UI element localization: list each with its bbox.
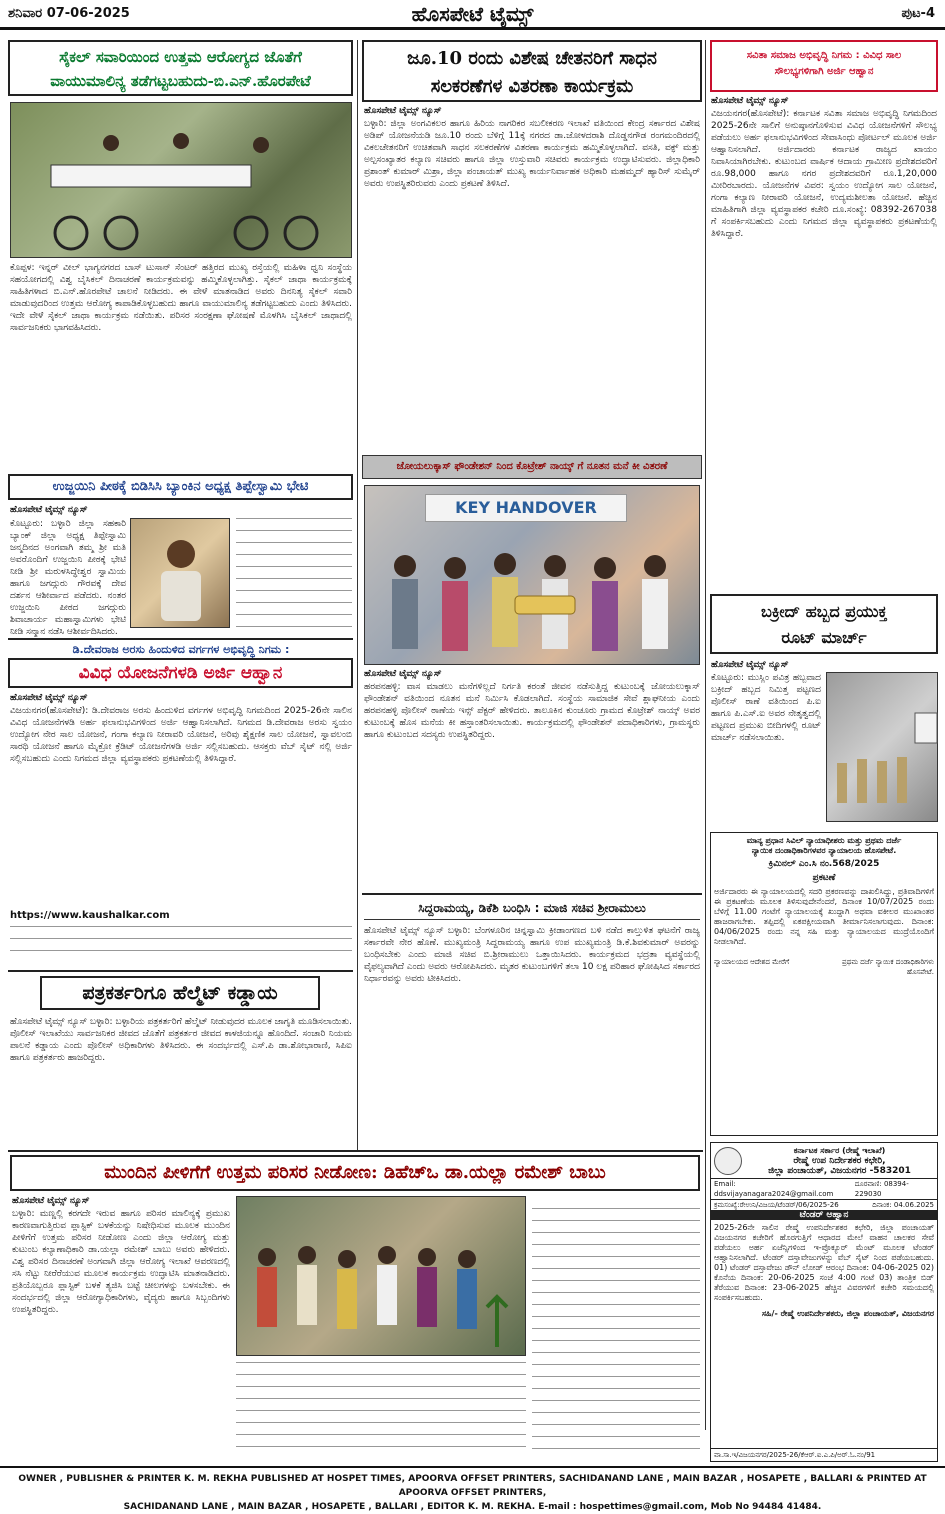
section-rule <box>8 1150 703 1152</box>
imprint-line-1: OWNER , PUBLISHER & PRINTER K. M. REKHA PUBLISHED AT HOSPET TIMES, APOORVA OFFSET PRINTERS, SACHIDANAND LANE , MAIN BAZAR , HOSAPETE , BALLARI & PRINTED AT APOORVA OFFSET PRINTERS, <box>18 1474 927 1498</box>
junetenth-byline: ಹೊಸಪೇಟೆ ಟೈಮ್ಸ್ ನ್ಯೂಸ್ <box>364 106 442 116</box>
tender-phone: ದೂರವಾಣಿ: 08394-229030 <box>854 1180 909 1198</box>
bakrid-headline-1: ಬಕ್ರೀದ್ ಹಬ್ಬದ ಪ್ರಯುಕ್ತ <box>760 602 888 621</box>
ujjaini-photo <box>130 518 230 628</box>
joyalukkas-headline: ಜೋಯಲುಕ್ಕಾಸ್ ಫೌಂಡೇಶನ್ ನಿಂದ ಕೊಟ್ರೇಶ್ ನಾಯ್ಕ್ ಗೆ ನೂತನ ಮನೆ ಕೀ ವಿತರಣೆ <box>362 455 702 479</box>
cycle-headline-1: ಸೈಕಲ್ ಸವಾರಿಯಿಂದ ಉತ್ತಮ ಆರೋಗ್ಯದ ಜೊತೆಗೆ <box>59 48 302 66</box>
siddaramaiah-headline: ಸಿದ್ದರಾಮಯ್ಯ, ಡಿಕೆಶಿ ಬಂಧಿಸಿ : ಮಾಜಿ ಸಚಿವ ಶ್ರೀರಾಮುಲು <box>364 898 700 920</box>
environment-day-photo <box>236 1196 526 1356</box>
issue-date: ಶನಿವಾರ 07-06-2025 <box>8 6 130 21</box>
court-notice-title-1: ಮಾನ್ಯ ಪ್ರಧಾನ ಸಿವಿಲ್ ನ್ಯಾಯಾಧೀಶರು ಮತ್ತು ಪ್ರಥಮ ದರ್ಜೆ <box>746 836 902 845</box>
savita-headline-box <box>710 40 938 92</box>
savita-byline: ಹೊಸಪೇಟೆ ಟೈಮ್ಸ್ ನ್ಯೂಸ್ <box>711 96 789 106</box>
devaraj-headline: ವಿವಿಧ ಯೋಜನೆಗಳಡಿ ಅರ್ಜಿ ಆಹ್ವಾನ <box>8 658 353 688</box>
group-people-illustration <box>365 486 701 666</box>
tender-body: 2025-26ನೇ ಸಾಲಿನ ರೇಷ್ಮೆ ಉಪನಿರ್ದೇಶಕರ ಕಛೇರಿ, ಜಿಲ್ಲಾ ಪಂಚಾಯತ್ ವಿಜಯನಗರ ಕಚೇರಿಗೆ ಹೊರಗುತ್ತಿಗೆ ಆಧಾರದ ಮೇಲೆ ವಾಹನ ಚಾಲಕರ ಸೇವೆ ಪಡೆಯಲು ಅರ್ಹ ಏಜೆನ್ಸಿಗಳಿಂದ ಇ-ಪ್ರೊಕ್ಯೂರ್ ಮೆಂಟ್ ಮೂಲಕ ಟೆಂಡರ್ ಆಹ್ವಾನಿಸಲಾಗಿದೆ. ಟೆಂಡರ್ ದಸ್ತಾವೇಜುಗಳನ್ನು ವೆಬ್ ಸೈಟ್ ನಿಂದ ಪಡೆಯಬಹುದು. 01) ಟೆಂಡರ್ ದಸ್ತಾವೇಜು ಡೌನ್ ಲೋಡ್ ಆರಂಭ ದಿನಾಂಕ: 04-06-2025 02) ಕೊನೆಯ ದಿನಾಂಕ: 20-06-2025 ಸಂಜೆ 4:00 ಗಂಟೆ 03) ತಾಂತ್ರಿಕ ಬಿಡ್ ತೆರೆಯುವ ದಿನಾಂಕ: 23-06-2025 ಹೆಚ್ಚಿನ ವಿವರಗಳಿಗೆ ಕಚೇರಿ ಸಮಯದಲ್ಲಿ ಸಂಪರ್ಕಿಸಬಹುದು. <box>714 1223 934 1302</box>
dho-body-continued <box>236 1362 526 1458</box>
helmet-body: ಹೊಸಪೇಟೆ ಟೈಮ್ಸ್ ನ್ಯೂಸ್ ಬಳ್ಳಾರಿ: ಬಳ್ಳಾರಿಯ ಪತ್ರಕರ್ತರಿಗೆ ಹೆಲ್ಮೆಟ್ ನೀಡುವುದರ ಮೂಲಕ ಜಾಗೃತಿ ಮೂಡಿಸಲಾಯಿತು. ಪೊಲೀಸ್ ಇಲಾಖೆಯು ಸಾರ್ವಜನಿಕರ ಜೀವದ ಜೊತೆಗೆ ಪತ್ರಕರ್ತರ ಜೀವದ ಕಾಳಜಿಯನ್ನೂ ಹೊಂದಿದೆ. ಸಂಚಾರಿ ನಿಯಮ ಪಾಲನೆ ಕಡ್ಡಾಯ ಎಂದು ಪೊಲೀಸ್ ಅಧಿಕಾರಿಗಳು ತಿಳಿಸಿದರು. ಈ ಸಂದರ್ಭದಲ್ಲಿ ಎಸ್.ಪಿ ಡಾ.ಶೋಭಾರಾಣಿ, ಸಿಪಿಐ ಹಾಗೂ ಪತ್ರಕರ್ತರು ಹಾಜರಿದ್ದರು. <box>10 1017 352 1063</box>
savita-body: ವಿಜಯನಗರ(ಹೊಸಪೇಟೆ): ಕರ್ನಾಟಕ ಸವಿತಾ ಸಮಾಜ ಅಭಿವೃದ್ಧಿ ನಿಗಮದಿಂದ 2025-26ನೇ ಸಾಲಿಗೆ ಅನುಷ್ಠಾನಗೊಳಿಸುವ ವಿವಿಧ ಯೋಜನೆಗಳಿಗೆ ಸೌಲಭ್ಯ ಪಡೆಯಲು ಅರ್ಹ ಫಲಾನುಭವಿಗಳಿಂದ ಸೇವಾಸಿಂಧು ಪೋರ್ಟಲ್ ಮೂಲಕ ಅರ್ಜಿ ಆಹ್ವಾನಿಸಲಾಗಿದೆ. ಅರ್ಜಿದಾರರು ಕರ್ನಾಟಕ ರಾಜ್ಯದ ಖಾಯಂ ನಿವಾಸಿಯಾಗಿರಬೇಕು. ಕುಟುಂಬದ ವಾರ್ಷಿಕ ಆದಾಯ ಗ್ರಾಮೀಣ ಪ್ರದೇಶದವರಿಗೆ ರೂ.98,000 ಹಾಗೂ ನಗರ ಪ್ರದೇಶದವರಿಗೆ ರೂ.1,20,000 ಮೀರಿರಬಾರದು. ಯೋಜನೆಗಳ ವಿವರ: ಸ್ವಯಂ ಉದ್ಯೋಗ ಸಾಲ ಯೋಜನೆ, ಗಂಗಾ ಕಲ್ಯಾಣ ನೀರಾವರಿ ಯೋಜನೆ, ಉದ್ಯಮಶೀಲತಾ ಯೋಜನೆ. ಹೆಚ್ಚಿನ ಮಾಹಿತಿಗಾಗಿ ಜಿಲ್ಲಾ ವ್ಯವಸ್ಥಾಪಕರ ಕಚೇರಿ ದೂ.ಸಂಖ್ಯೆ: 08392-267038 ಗೆ ಸಂಪರ್ಕಿಸಬಹುದು ಎಂದು ನಿಗಮದ ಜಿಲ್ಲಾ ವ್ಯವಸ್ಥಾಪಕರು ಪ್ರಕಟಣೆಯಲ್ಲಿ ತಿಳಿಸಿದ್ದಾರೆ. <box>711 109 937 239</box>
joyalukkas-body: ಹರಪನಹಳ್ಳಿ: ವಾಸ ಮಾಡಲು ಮನೆಗಳಿಲ್ಲದೆ ನಿರ್ಗತಿ ಕರಂತೆ ಜೀವನ ನಡೆಸುತ್ತಿದ್ದ ಕುಟುಂಬಕ್ಕೆ ಜೋಯಲುಕ್ಕಾಸ್ ಫೌಂಡೇಶನ್ ವತಿಯಿಂದ ನೂತನ ಮನೆ ನಿರ್ಮಿಸಿ ಕೊಡಲಾಗಿದೆ. ಸಂಸ್ಥೆಯ ಸಾಮಾಜಿಕ ಸೇವೆ ಶ್ಲಾಘನೀಯ ಎಂದು ಹರಪನಹಳ್ಳಿ ಪೊಲೀಸ್ ಠಾಣೆಯ ಇನ್ಸ್ ಪೆಕ್ಟರ್ ಹೇಳಿದರು. ತಾಲೂಕಿನ ಕುಂಚೂರು ಗ್ರಾಮದ ಕೊಟ್ರೇಶ್ ನಾಯ್ಕ್ ಅವರ ಕುಟುಂಬಕ್ಕೆ ಹೊಸ ಮನೆಯ ಕೀ ಹಸ್ತಾಂತರಿಸಲಾಯಿತು. ಕಾರ್ಯಕ್ರಮದಲ್ಲಿ ಫೌಂಡೇಶನ್ ಪದಾಧಿಕಾರಿಗಳು, ಗ್ರಾಮಸ್ಥರು ಹಾಗೂ ಕುಟುಂಬದ ಸದಸ್ಯರು ಉಪಸ್ಥಿತರಿದ್ದರು. <box>364 682 700 740</box>
court-notice <box>710 832 938 1136</box>
cycle-body: ಕೊಪ್ಪಳ: ಇನ್ನರ್ ವೀಲ್ ಭಾಗ್ಯನಗರದ ಬಾಸ್ ಟುಸಾನ್ ಸೆಂಟರ್ ಹತ್ತಿರದ ಮುಖ್ಯ ರಸ್ತೆಯಲ್ಲಿ ಮಹಿಳಾ ಧ್ವನಿ ಸಂಸ್ಥೆಯ ಸಹಯೋಗದಲ್ಲಿ ವಿಶ್ವ ಬೈಸಿಕಲ್ ದಿನಾಚರಣೆ ಕಾರ್ಯಕ್ರಮವನ್ನು ಹಮ್ಮಿಕೊಳ್ಳಲಾಗಿತ್ತು. ಸೈಕಲ್ ಜಾಥಾ ಕಾರ್ಯಕ್ರಮಕ್ಕೆ ಸಾಹಿತಿಗಳಾದ ಬಿ.ಎನ್.ಹೊರಪೇಟೆ ಚಾಲನೆ ನೀಡಿದರು. ಈ ವೇಳೆ ಮಾತನಾಡಿದ ಅವರು ದಿನನಿತ್ಯ ಸೈಕಲ್ ಸವಾರಿ ಮಾಡುವುದರಿಂದ ಉತ್ತಮ ಆರೋಗ್ಯ ಕಾಪಾಡಿಕೊಳ್ಳಬಹುದು ಹಾಗೂ ವಾಯುಮಾಲಿನ್ಯ ತಡೆಗಟ್ಟಬಹುದು ಎಂದು ತಿಳಿಸಿದರು. ಇದೇ ವೇಳೆ ಸೈಕಲ್ ಜಾಥಾ ಕಾರ್ಯಕ್ರಮ ನಡೆಯಿತು. ಪರಿಸರ ಸಂರಕ್ಷಣಾ ಘೋಷಣೆ ಮೊಳಗಿಸಿ ಬೈಸಿಕಲ್ ಜಾಥಾದಲ್ಲಿ ಸಾರ್ವಜನಿಕರು ಭಾಗವಹಿಸಿದರು. <box>10 263 352 333</box>
court-notice-section: ಪ್ರಕಟಣೆ <box>812 873 836 883</box>
tender-header-3: ಜಿಲ್ಲಾ ಪಂಚಾಯತ್, ವಿಜಯನಗರ -583201 <box>768 1166 911 1176</box>
court-notice-sign-left: ನ್ಯಾಯಾಲಯದ ಆದೇಶದ ಮೇರೆಗೆ <box>714 958 790 966</box>
dho-headline: ಮುಂದಿನ ಪೀಳಿಗೆಗೆ ಉತ್ತಮ ಪರಿಸರ ನೀಡೋಣ: ಡಿಹೆಚ್ಒ ಡಾ.ಯಲ್ಲಾ ರಮೇಶ್ ಬಾಬು <box>10 1155 700 1191</box>
dho-body: ಬಳ್ಳಾರಿ: ಮಣ್ಣಲ್ಲಿ ಕರಗದೇ ಇರುವ ಹಾಗೂ ಪರಿಸರ ಮಾಲಿನ್ಯಕ್ಕೆ ಪ್ರಮುಖ ಕಾರಣವಾಗುತ್ತಿರುವ ಪ್ಲಾಸ್ಟಿಕ್ ಬಳಕೆಯನ್ನು ನಿಷೇಧಿಸುವ ಮೂಲಕ ಮುಂದಿನ ಪೀಳಿಗೆಗೆ ಉತ್ತಮ ಪರಿಸರ ನೀಡೋಣ ಎಂದು ಜಿಲ್ಲಾ ಆರೋಗ್ಯ ಮತ್ತು ಕುಟುಂಬ ಕಲ್ಯಾಣಾಧಿಕಾರಿ ಡಾ.ಯಲ್ಲಾ ರಮೇಶ್ ಬಾಬು ಅವರು ಹೇಳಿದರು. ವಿಶ್ವ ಪರಿಸರ ದಿನಾಚರಣೆ ಅಂಗವಾಗಿ ಜಿಲ್ಲಾ ಆರೋಗ್ಯ ಇಲಾಖೆ ಆವರಣದಲ್ಲಿ ಸಸಿ ನೆಟ್ಟು ನೀರೆರೆಯುವ ಮೂಲಕ ಕಾರ್ಯಕ್ರಮ ಉದ್ಘಾಟಿಸಿ ಮಾತನಾಡಿದರು. ಪ್ರತಿಯೊಬ್ಬರೂ ಪ್ಲಾಸ್ಟಿಕ್ ಬಳಕೆ ತ್ಯಜಿಸಿ ಬಟ್ಟೆ ಚೀಲಗಳನ್ನು ಬಳಸಬೇಕು. ಈ ಸಂದರ್ಭದಲ್ಲಿ ಜಿಲ್ಲಾ ಆರೋಗ್ಯಾಧಿಕಾರಿಗಳು, ವೈದ್ಯರು ಹಾಗೂ ಸಿಬ್ಬಂದಿಗಳು ಉಪಸ್ಥಿತರಿದ್ದರು. <box>12 1209 230 1315</box>
helmet-headline: ಪತ್ರಕರ್ತರಿಗೂ ಹೆಲ್ಮೆಟ್ ಕಡ್ಡಾಯ <box>40 976 320 1010</box>
newspaper-title: ಹೊಸಪೇಟೆ ಟೈಮ್ಸ್ <box>411 2 534 26</box>
junetenth-headline-2: ಸಲಕರಣೆಗಳ ವಿತರಣಾ ಕಾರ್ಯಕ್ರಮ <box>430 76 634 97</box>
court-notice-sign-right: ಪ್ರಥಮ ದರ್ಜೆ ನ್ಯಾಯಿಕ ದಂಡಾಧಿಕಾರಿಗಳು ಹೊಸಪೇಟೆ. <box>842 958 934 976</box>
masthead <box>0 0 945 30</box>
joyalukkas-byline: ಹೊಸಪೇಟೆ ಟೈಮ್ಸ್ ನ್ಯೂಸ್ <box>364 669 442 679</box>
devaraj-kicker: ಡಿ.ದೇವರಾಜ ಅರಸು ಹಿಂದುಳಿದ ವರ್ಗಗಳ ಅಭಿವೃದ್ಧಿ ನಿಗಮ : <box>72 643 290 656</box>
tender-footer-ref: ವಾ.ಸಾ.ಇ/ವಿಜಯನಗರ/2025-26/ಕೆಆರ್.ಐ.ಎ.ಪಿ/ಅರ್.ಓ.ನಂ/91 <box>711 1448 937 1461</box>
route-march-photo <box>826 672 938 822</box>
key-handover-banner: KEY HANDOVER <box>425 494 627 522</box>
imprint-footer <box>0 1466 945 1512</box>
tender-header-1: ಕರ್ನಾಟಕ ಸರ್ಕಾರ (ರೇಷ್ಮೆ ಇಲಾಖೆ) <box>793 1146 886 1155</box>
section-rule <box>8 970 353 972</box>
person-illustration <box>131 519 231 629</box>
bakrid-headline-box <box>710 594 938 654</box>
tender-signature: ಸಹಿ/- ರೇಷ್ಮೆ ಉಪನಿರ್ದೇಶಕರು, ಜಿಲ್ಲಾ ಪಂಚಾಯತ್, ವಿಜಯನಗರ <box>761 1309 934 1318</box>
police-march-illustration <box>827 673 939 823</box>
bakrid-byline: ಹೊಸಪೇಟೆ ಟೈಮ್ಸ್ ನ್ಯೂಸ್ <box>711 660 789 670</box>
section-rule <box>8 638 353 640</box>
siddaramaiah-body: ಹೊಸಪೇಟೆ ಟೈಮ್ಸ್ ನ್ಯೂಸ್ ಬಳ್ಳಾರಿ: ಬೆಂಗಳೂರಿನ ಚಿನ್ನಸ್ವಾಮಿ ಕ್ರೀಡಾಂಗಣದ ಬಳಿ ನಡೆದ ಕಾಲ್ತುಳಿತ ಘಟನೆಗೆ ರಾಜ್ಯ ಸರ್ಕಾರವೇ ನೇರ ಹೊಣೆ. ಮುಖ್ಯಮಂತ್ರಿ ಸಿದ್ದರಾಮಯ್ಯ ಹಾಗೂ ಉಪ ಮುಖ್ಯಮಂತ್ರಿ ಡಿ.ಕೆ.ಶಿವಕುಮಾರ್ ಅವರನ್ನು ಬಂಧಿಸಬೇಕು ಎಂದು ಮಾಜಿ ಸಚಿವ ಬಿ.ಶ್ರೀರಾಮುಲು ಒತ್ತಾಯಿಸಿದರು. ಕಾರ್ಯಕ್ರಮದ ಭದ್ರತಾ ವ್ಯವಸ್ಥೆಯಲ್ಲಿ ವೈಫಲ್ಯವಾಗಿದೆ ಎಂದು ಅವರು ಆರೋಪಿಸಿದರು. ಮೃತರ ಕುಟುಂಬಗಳಿಗೆ ತಲಾ 10 ಲಕ್ಷ ಪರಿಹಾರ ಘೋಷಿಸಿದ ಸರ್ಕಾರದ ನಿರ್ಧಾರವನ್ನು ಅವರು ಟೀಕಿಸಿದರು. <box>364 926 700 984</box>
ujjaini-body-left: ಕೊಟ್ಟೂರು: ಬಳ್ಳಾರಿ ಜಿಲ್ಲಾ ಸಹಕಾರಿ ಬ್ಯಾಂಕ್ ಜಿಲ್ಲಾ ಅಧ್ಯಕ್ಷ ತಿಪ್ಪೇಸ್ವಾಮಿ ಜನ್ಮದಿನದ ಅಂಗವಾಗಿ ತಮ್ಮ ಶ್ರೀ ಮತಿ ಅವರೊಂದಿಗೆ ಉಜ್ಜಯಿನಿ ಪೀಠಕ್ಕೆ ಭೇಟಿ ನೀಡಿ ಶ್ರೀ ಮರುಳಸಿದ್ಧೇಶ್ವರ ಸ್ವಾಮಿಯ ಹಾಗೂ ಜಗದ್ಗುರು ಗೌರವಕ್ಕೆ ದೇವ ದರ್ಶನ ಆಶೀರ್ವಾದ ಪಡೆದರು. ನಂತರ ಉಜ್ಜಯಿನಿ ಪೀಠದ ಜಗದ್ಗುರು ಶಿವಾಚಾರ್ಯ ಮಹಾಸ್ವಾಮಿಗಳು ಭೇಟಿ ನೀಡಿ ಸನ್ಮಾನ ನಡೆಸಿ ಆಶೀರ್ವದಿಸಿದರು. <box>10 519 126 637</box>
junetenth-body: ಬಳ್ಳಾರಿ: ಜಿಲ್ಲಾ ಅಂಗವಿಕಲರ ಹಾಗೂ ಹಿರಿಯ ನಾಗರಿಕರ ಸಬಲೀಕರಣ ಇಲಾಖೆ ವತಿಯಿಂದ ಕೇಂದ್ರ ಸರ್ಕಾರದ ವಿಶೇಷ ಅಡಿಪ್ ಯೋಜನೆಯಡಿ ಜೂ.10 ರಂದು ಬೆಳಿಗ್ಗೆ 11ಕ್ಕೆ ನಗರದ ಡಾ.ಜೋಳದರಾಶಿ ದೊಡ್ಡನಗೌಡ ರಂಗಮಂದಿರದಲ್ಲಿ ವಿಕಲಚೇತನರಿಗೆ ಉಚಿತವಾಗಿ ಸಾಧನ ಸಲಕರಣೆಗಳ ವಿತರಣಾ ಕಾರ್ಯಕ್ರಮ ಹಮ್ಮಿಕೊಳ್ಳಲಾಗಿದೆ. ವಸತಿ, ವಕ್ಫ್ ಮತ್ತು ಅಲ್ಪಸಂಖ್ಯಾತರ ಕಲ್ಯಾಣ ಸಚಿವರು ಹಾಗೂ ಜಿಲ್ಲಾ ಉಸ್ತುವಾರಿ ಸಚಿವರು ಕಾರ್ಯಕ್ರಮ ಉದ್ಘಾಟಿಸುವರು. ಜಿಲ್ಲಾಧಿಕಾರಿ ಪ್ರಶಾಂತ್ ಕುಮಾರ್ ಮಿಶ್ರಾ, ಜಿಲ್ಲಾ ಪಂಚಾಯತ್ ಮುಖ್ಯ ಕಾರ್ಯನಿರ್ವಾಹಕ ಅಧಿಕಾರಿ ಮಹಮ್ಮದ್ ಹ್ಯಾರಿಸ್ ಸುಮೈರ್ ಅವರು ಉಪಸ್ಥಿತರಿರುವರು ಎಂದು ಪ್ರಕಟಣೆ ತಿಳಿಸಿದೆ. <box>364 119 700 189</box>
cycle-headline-2: ವಾಯುಮಾಲಿನ್ಯ ತಡೆಗಟ್ಟಬಹುದು-ಬಿ.ಎನ್.ಹೊರಪೇಟೆ <box>50 72 311 90</box>
tender-header-2: ರೇಷ್ಮೆ ಉಪ ನಿರ್ದೇಶಕರ ಕಛೇರಿ, <box>793 1156 886 1166</box>
court-notice-case-no: ಕ್ರಿಮಿನಲ್ ಎಂ.ಸಿ ನಂ.568/2025 <box>768 859 880 869</box>
junetenth-headline-1: ಜೂ.10 ರಂದು ವಿಶೇಷ ಚೇತನರಿಗೆ ಸಾಧನ <box>407 48 657 69</box>
cycle-rally-photo <box>10 102 352 258</box>
cycle-headline-box <box>8 40 353 96</box>
tender-date: ದಿನಾಂಕ: 04.06.2025 <box>872 1201 934 1209</box>
savita-headline-1: ಸವಿತಾ ಸಮಾಜ ಅಭಿವೃದ್ಧಿ ನಿಗಮ : ವಿವಿಧ ಸಾಲ <box>746 50 902 61</box>
tender-email: Email: ddsvijayanagara2024@gmail.com <box>714 1180 834 1198</box>
page-number: ಪುಟ-4 <box>901 6 935 21</box>
junetenth-headline-box <box>362 40 702 102</box>
tender-title: ಟೆಂಡರ್ ಆಹ್ವಾನ <box>711 1210 937 1220</box>
cycle-rally-illustration <box>11 103 353 259</box>
column-rule <box>705 40 706 1430</box>
devaraj-body-continued <box>10 926 352 962</box>
ujjaini-body-right <box>236 518 352 628</box>
devaraj-byline: ಹೊಸಪೇಟೆ ಟೈಮ್ಸ್ ನ್ಯೂಸ್ <box>10 693 88 703</box>
court-notice-body: ಅರ್ಜಿದಾರರು ಈ ನ್ಯಾಯಾಲಯದಲ್ಲಿ ಸದರಿ ಪ್ರಕರಣವನ್ನು ದಾಖಲಿಸಿದ್ದು, ಪ್ರತಿವಾದಿಗಳಿಗೆ ಈ ಪ್ರಕಟಣೆಯ ಮೂಲಕ ತಿಳಿಸುವುದೇನೆಂದರೆ, ದಿನಾಂಕ 10/07/2025 ರಂದು ಬೆಳಿಗ್ಗೆ 11.00 ಗಂಟೆಗೆ ನ್ಯಾಯಾಲಯಕ್ಕೆ ಖುದ್ದಾಗಿ ಅಥವಾ ವಕೀಲರ ಮುಖಾಂತರ ಹಾಜರಾಗಬೇಕು. ತಪ್ಪಿದಲ್ಲಿ ಏಕಪಕ್ಷೀಯವಾಗಿ ತೀರ್ಮಾನಿಸಲಾಗುವುದು. ದಿನಾಂಕ: 04/06/2025 ರಂದು ನನ್ನ ಸಹಿ ಮತ್ತು ನ್ಯಾಯಾಲಯದ ಮುದ್ರೆಯೊಂದಿಗೆ ನೀಡಲಾಗಿದೆ. <box>714 887 934 946</box>
ujjaini-headline: ಉಜ್ಜಯಿನಿ ಪೀಠಕ್ಕೆ ಬಿಡಿಸಿಸಿ ಬ್ಯಾಂಕಿನ ಅಧ್ಯಕ್ಷ ತಿಪ್ಪೇಸ್ವಾಮಿ ಭೇಟಿ <box>8 474 353 500</box>
key-handover-photo <box>364 485 700 665</box>
court-notice-title-2: ನ್ಯಾಯಿಕ ದಂಡಾಧಿಕಾರಿಗಳವರ ನ್ಯಾಯಾಲಯ ಹೊಸಪೇಟೆ. <box>751 846 897 855</box>
bakrid-headline-2: ರೂಟ್ ಮಾರ್ಚ್ <box>781 628 867 647</box>
column-rule <box>357 40 358 1150</box>
devaraj-website-link[interactable]: https://www.kaushalkar.com <box>10 910 170 921</box>
section-rule <box>362 893 702 895</box>
dho-byline: ಹೊಸಪೇಟೆ ಟೈಮ್ಸ್ ನ್ಯೂಸ್ <box>12 1196 90 1206</box>
bakrid-body: ಕೊಟ್ಟೂರು: ಮುಸ್ಲಿಂ ಪವಿತ್ರ ಹಬ್ಬವಾದ ಬಕ್ರೀದ್ ಹಬ್ಬದ ನಿಮಿತ್ತ ಪಟ್ಟಣದ ಪೊಲೀಸ್ ಠಾಣೆ ವತಿಯಿಂದ ಪಿ.ಐ ಹಾಗೂ ಪಿ.ಎಸ್.ಐ ಅವರ ನೇತೃತ್ವದಲ್ಲಿ ಪಟ್ಟಣದ ಪ್ರಮುಖ ಬೀದಿಗಳಲ್ಲಿ ರೂಟ್ ಮಾರ್ಚ್ ನಡೆಸಲಾಯಿತು. <box>711 673 821 743</box>
savita-headline-2: ಸೌಲಭ್ಯಗಳಿಗಾಗಿ ಅರ್ಜಿ ಆಹ್ವಾನ <box>774 66 874 77</box>
imprint-line-2: SACHIDANAND LANE , MAIN BAZAR , HOSAPETE , BALLARI , EDITOR K. M. REKHA. E-mail : hospettimes@gmail.com, Mob No 94484 41484. <box>123 1502 822 1512</box>
ujjaini-byline: ಹೊಸಪೇಟೆ ಟೈಮ್ಸ್ ನ್ಯೂಸ್ <box>10 505 88 515</box>
dho-body-column-3 <box>532 1208 700 1458</box>
devaraj-body: ವಿಜಯನಗರ(ಹೊಸಪೇಟೆ): ಡಿ.ದೇವರಾಜ ಅರಸು ಹಿಂದುಳಿದ ವರ್ಗಗಳ ಅಭಿವೃದ್ಧಿ ನಿಗಮದಿಂದ 2025-26ನೇ ಸಾಲಿನ ವಿವಿಧ ಯೋಜನೆಗಳಡಿ ಅರ್ಹ ಫಲಾನುಭವಿಗಳಿಂದ ಅರ್ಜಿ ಆಹ್ವಾನಿಸಲಾಗಿದೆ. ನಿಗಮದ ಡಿ.ದೇವರಾಜ ಅರಸು ಸ್ವಯಂ ಉದ್ಯೋಗ ನೇರ ಸಾಲ ಯೋಜನೆ, ಗಂಗಾ ಕಲ್ಯಾಣ ನೀರಾವರಿ ಯೋಜನೆ, ಅರಿವು ಶೈಕ್ಷಣಿಕ ಸಾಲ ಯೋಜನೆ, ಸ್ವಾವಲಂಬಿ ಸಾರಥಿ ಯೋಜನೆ ಹಾಗೂ ಮೈಕ್ರೋ ಕ್ರೆಡಿಟ್ ಯೋಜನೆಗಳಡಿ ಅರ್ಜಿ ಸಲ್ಲಿಸಬಹುದು. ಆಸಕ್ತರು ವೆಬ್ ಸೈಟ್ ನಲ್ಲಿ ಅರ್ಜಿ ಸಲ್ಲಿಸಬಹುದು ಎಂದು ನಿಗಮದ ಜಿಲ್ಲಾ ವ್ಯವಸ್ಥಾಪಕರು ಪ್ರಕಟಣೆಯಲ್ಲಿ ತಿಳಿಸಿದ್ದಾರೆ. <box>10 706 352 764</box>
tree-planting-illustration <box>237 1197 527 1357</box>
government-emblem-icon <box>714 1147 742 1175</box>
tender-notice <box>710 1142 938 1462</box>
tender-ref: ಕ್ರಮಸಂಖ್ಯೆ:ರೇಉನಿ/ವಿಜಯ/ಟೆಂಡರ್/06/2025-26 <box>714 1201 839 1209</box>
